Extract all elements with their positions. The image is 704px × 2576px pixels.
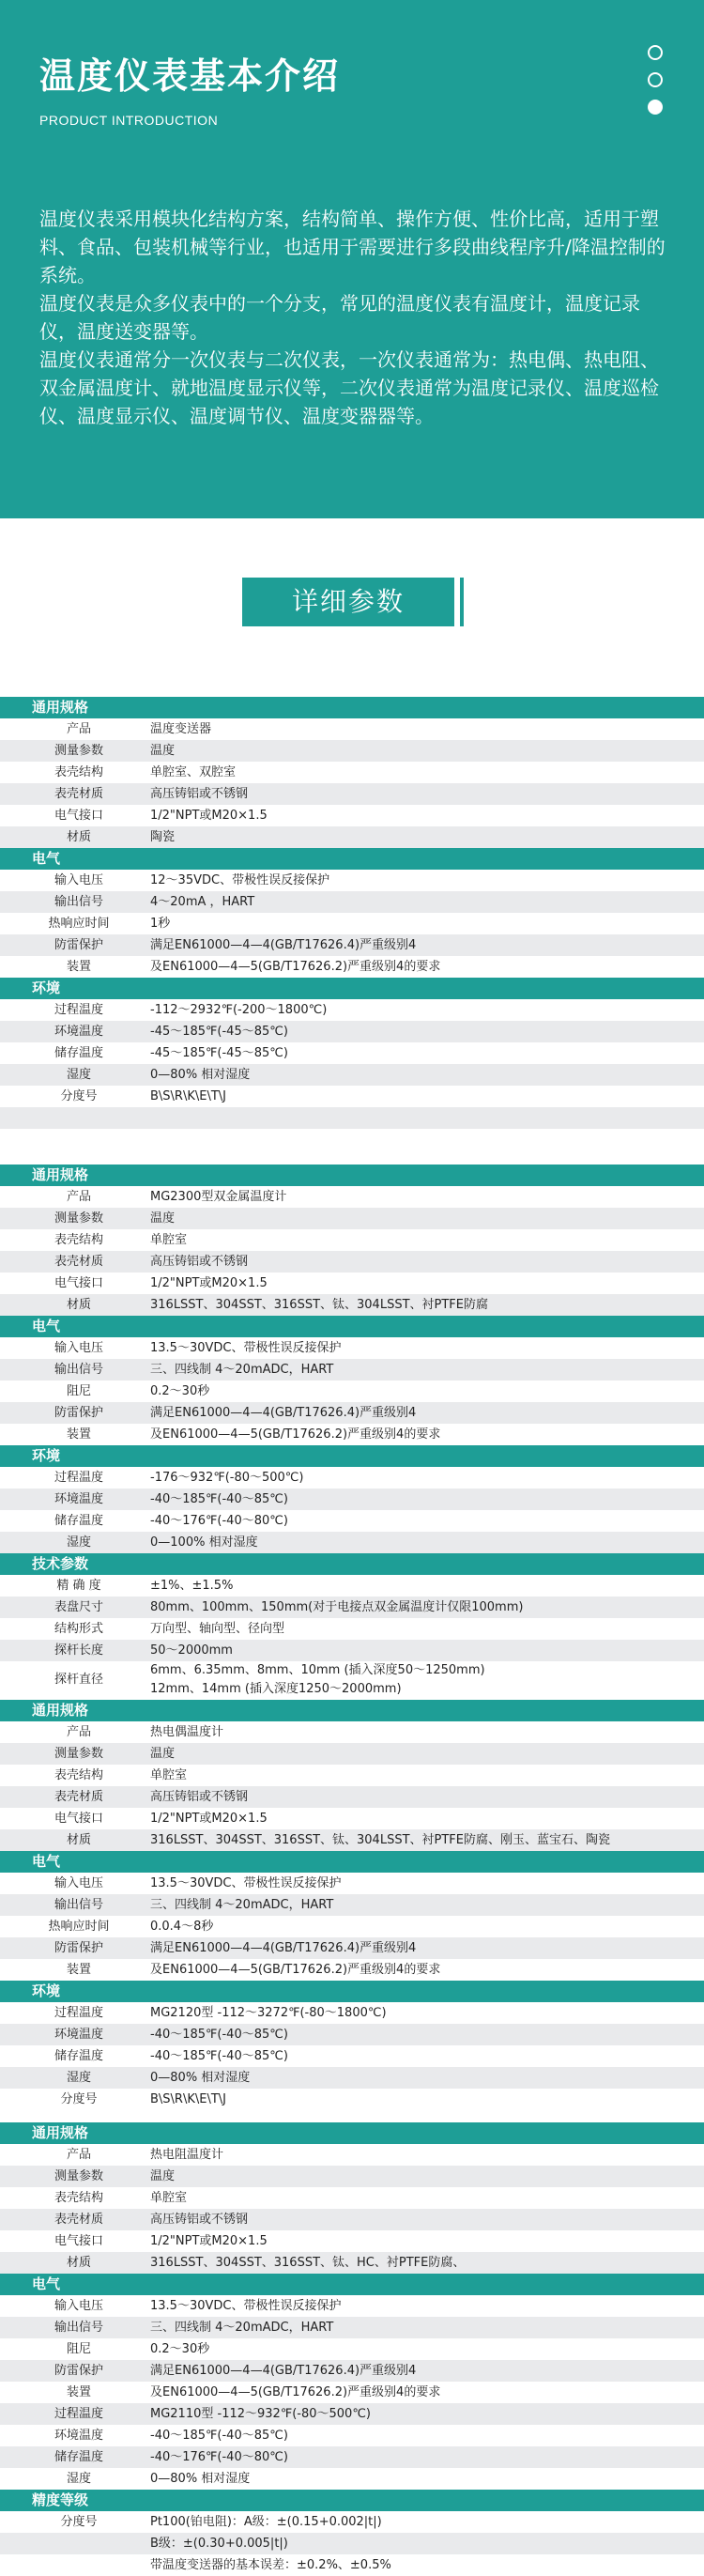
row-value: 1/2"NPT或M20×1.5 xyxy=(150,2234,268,2248)
table-row xyxy=(0,2252,704,2274)
table-row xyxy=(0,1618,704,1640)
row-value: 1秒 xyxy=(150,917,171,931)
row-label: 储存温度 xyxy=(54,1046,103,1060)
table-row xyxy=(0,913,704,934)
row-value: 4～20mA ，HART xyxy=(150,895,255,909)
section-title-text: 详细参数 xyxy=(291,586,405,617)
row-label: 装置 xyxy=(66,1427,91,1442)
section-header-label: 技术参数 xyxy=(32,1555,89,1572)
row-label: 表壳结构 xyxy=(54,1233,103,1247)
table-row xyxy=(0,805,704,826)
row-value: 陶瓷 xyxy=(150,830,176,844)
row-label: 电气接口 xyxy=(54,809,103,823)
table-row xyxy=(0,783,704,805)
spec-table-thermocouple xyxy=(0,1700,704,2110)
row-value: -45～185℉(-45～85℃) xyxy=(150,1046,288,1060)
table-row xyxy=(0,1786,704,1808)
row-label: 环境温度 xyxy=(54,2429,103,2443)
section-header-label: 电气 xyxy=(32,850,61,867)
row-label: 环境温度 xyxy=(54,1025,103,1039)
table-row xyxy=(0,1894,704,1916)
row-value: 80mm、100mm、150mm(对于电接点双金属温度计仅限100mm) xyxy=(150,1600,524,1614)
table-row xyxy=(0,1765,704,1786)
table-row xyxy=(0,2446,704,2468)
row-value: 1/2"NPT或M20×1.5 xyxy=(150,809,268,823)
table-row xyxy=(0,2166,704,2187)
row-value: 0—80% 相对湿度 xyxy=(150,1068,251,1082)
table-row xyxy=(0,1937,704,1959)
row-value: -40～185℉(-40～85℃) xyxy=(150,2028,288,2042)
section-header-label: 电气 xyxy=(32,1318,61,1334)
table-spacer xyxy=(0,1107,704,1129)
row-label: 表壳结构 xyxy=(54,1768,103,1782)
row-label: 防雷保护 xyxy=(54,1941,103,1955)
row-value: MG2120型 -112～3272℉(-80～1800℃) xyxy=(150,2006,387,2020)
row-value: 温度变送器 xyxy=(150,722,212,736)
row-value: 带温度变送器的基本误差：±0.2%、±0.5% xyxy=(150,2558,391,2572)
row-value: -40～185℉(-40～85℃) xyxy=(150,2429,288,2443)
table-section-header xyxy=(0,2122,704,2144)
row-value: B\S\R\K\E\T\J xyxy=(150,1089,226,1103)
row-label: 结构形式 xyxy=(54,1622,103,1636)
row-label: 输入电压 xyxy=(54,2299,103,2313)
row-label: 阻尼 xyxy=(66,2342,91,2356)
table-row xyxy=(0,1873,704,1894)
row-value: 满足EN61000—4—4(GB/T17626.4)严重级别4 xyxy=(150,1406,417,1420)
table-row xyxy=(0,1337,704,1359)
row-label: 储存温度 xyxy=(54,2450,103,2464)
dot-icon[interactable] xyxy=(648,72,663,87)
row-value: -40～185℉(-40～85℃) xyxy=(150,1492,288,1506)
page-subtitle: PRODUCT INTRODUCTION xyxy=(39,113,219,128)
table-row xyxy=(0,1402,704,1424)
row-value: 温度 xyxy=(150,1211,176,1226)
row-value: 及EN61000—4—5(GB/T17626.2)严重级别4的要求 xyxy=(150,1963,441,1977)
row-label: 阻尼 xyxy=(66,1384,91,1398)
row-value: 满足EN61000—4—4(GB/T17626.4)严重级别4 xyxy=(150,938,417,952)
table-section-header xyxy=(0,2490,704,2511)
table-row xyxy=(0,2425,704,2446)
row-label: 表壳材质 xyxy=(54,1255,103,1269)
row-value: 12～35VDC、带极性误反接保护 xyxy=(150,873,330,887)
row-label: 产品 xyxy=(66,722,91,736)
row-label: 测量参数 xyxy=(54,1747,103,1761)
table-row xyxy=(0,2511,704,2533)
table-row xyxy=(0,2002,704,2024)
row-value: -40～185℉(-40～85℃) xyxy=(150,2049,288,2063)
pagination-dots xyxy=(648,45,666,127)
section-header-label: 电气 xyxy=(32,2275,61,2292)
row-label: 湿度 xyxy=(66,2472,91,2486)
table-row xyxy=(0,1294,704,1316)
row-value: 13.5～30VDC、带极性误反接保护 xyxy=(150,1341,342,1355)
row-value-line: 12mm、14mm (插入深度1250～2000mm) xyxy=(150,1682,402,1696)
row-label: 输出信号 xyxy=(54,1898,103,1912)
row-value: 0.0.4～8秒 xyxy=(150,1920,214,1934)
table-section-header xyxy=(0,1553,704,1575)
row-label: 储存温度 xyxy=(54,2049,103,2063)
table-row xyxy=(0,1229,704,1251)
row-label: 电气接口 xyxy=(54,1276,103,1290)
row-label: 输出信号 xyxy=(54,895,103,909)
table-row xyxy=(0,1021,704,1042)
row-value: 0.2～30秒 xyxy=(150,2342,210,2356)
row-value: 温度 xyxy=(150,2169,176,2183)
table-row xyxy=(0,2295,704,2317)
table-row xyxy=(0,1489,704,1510)
page-title: 温度仪表基本介绍 xyxy=(39,55,341,97)
row-label: 装置 xyxy=(66,2385,91,2399)
table-section-header xyxy=(0,1165,704,1186)
row-label: 测量参数 xyxy=(54,1211,103,1226)
table-section-header xyxy=(0,1445,704,1467)
table-row xyxy=(0,2554,704,2576)
table-section-header xyxy=(0,848,704,870)
table-row xyxy=(0,1916,704,1937)
row-label: 材质 xyxy=(66,1833,91,1847)
row-label: 材质 xyxy=(66,830,91,844)
row-value: 单腔室 xyxy=(150,1233,188,1247)
row-value: 及EN61000—4—5(GB/T17626.2)严重级别4的要求 xyxy=(150,1427,441,1442)
row-label: 输入电压 xyxy=(54,873,103,887)
table-row xyxy=(0,1640,704,1661)
intro-banner xyxy=(0,0,704,518)
row-value xyxy=(150,1661,485,1699)
row-value: 0—80% 相对湿度 xyxy=(150,2071,251,2085)
section-header-label: 环境 xyxy=(32,979,61,996)
row-label: 输入电压 xyxy=(54,1876,103,1890)
intro-paragraph: 温度仪表采用模块化结构方案，结构简单、操作方便、性价比高，适用于塑料、食品、包装机械等行业，也适用于需要进行多段曲线程序升/降温控制的系统。 xyxy=(39,208,666,286)
row-label: 产品 xyxy=(66,2148,91,2162)
row-value: 0.2～30秒 xyxy=(150,1384,210,1398)
table-row xyxy=(0,740,704,762)
row-label: 装置 xyxy=(66,960,91,974)
row-value: 高压铸铝或不锈钢 xyxy=(150,1790,249,1804)
table-row xyxy=(0,2089,704,2110)
table-row xyxy=(0,1661,704,1699)
section-header-label: 通用规格 xyxy=(32,1166,89,1183)
row-value: 及EN61000—4—5(GB/T17626.2)严重级别4的要求 xyxy=(150,2385,441,2399)
row-label: 精 确 度 xyxy=(56,1579,101,1593)
section-title xyxy=(242,578,454,626)
intro-paragraph: 温度仪表通常分一次仪表与二次仪表，一次仪表通常为：热电偶、热电阻、双金属温度计、就地温度显示仪等，二次仪表通常为温度记录仪、温度巡检仪、温度显示仪、温度调节仪、温度变器器等。 xyxy=(39,348,659,427)
row-label: 测量参数 xyxy=(54,744,103,758)
row-label: 防雷保护 xyxy=(54,2364,103,2378)
section-header-label: 精度等级 xyxy=(32,2491,89,2508)
row-label: 表壳结构 xyxy=(54,2191,103,2205)
dot-icon[interactable] xyxy=(648,45,663,60)
dot-active-icon[interactable] xyxy=(648,100,663,115)
table-row xyxy=(0,1532,704,1553)
table-row xyxy=(0,2338,704,2360)
table-row xyxy=(0,1597,704,1618)
intro-paragraph: 温度仪表是众多仪表中的一个分支，常见的温度仪表有温度计，温度记录仪，温度送变器等。 xyxy=(39,292,640,343)
table-section-header xyxy=(0,697,704,718)
row-label: 热响应时间 xyxy=(48,1920,110,1934)
row-label: 输出信号 xyxy=(54,2321,103,2335)
table-row xyxy=(0,1208,704,1229)
row-value: 万向型、轴向型、径向型 xyxy=(150,1622,285,1636)
row-value: 0—80% 相对湿度 xyxy=(150,2472,251,2486)
row-label: 湿度 xyxy=(66,1535,91,1550)
row-value: ±1%、±1.5% xyxy=(150,1579,234,1593)
table-row xyxy=(0,2382,704,2403)
table-row xyxy=(0,870,704,891)
table-row xyxy=(0,1086,704,1107)
row-value: 温度 xyxy=(150,744,176,758)
row-label: 过程温度 xyxy=(54,2407,103,2421)
row-label: 热响应时间 xyxy=(48,917,110,931)
table-row xyxy=(0,1064,704,1086)
table-row xyxy=(0,2360,704,2382)
row-value: 1/2"NPT或M20×1.5 xyxy=(150,1276,268,1290)
row-label: 表壳结构 xyxy=(54,765,103,779)
row-label: 环境温度 xyxy=(54,1492,103,1506)
table-row xyxy=(0,2209,704,2230)
row-label: 材质 xyxy=(66,1298,91,1312)
row-label: 防雷保护 xyxy=(54,938,103,952)
row-value: 13.5～30VDC、带极性误反接保护 xyxy=(150,2299,342,2313)
row-label: 产品 xyxy=(66,1725,91,1739)
row-label: 储存温度 xyxy=(54,1514,103,1528)
table-row xyxy=(0,1808,704,1829)
row-label: 输入电压 xyxy=(54,1341,103,1355)
row-value: -40～176℉(-40～80℃) xyxy=(150,2450,288,2464)
row-label: 探杆长度 xyxy=(54,1643,103,1658)
table-row xyxy=(0,826,704,848)
row-label: 分度号 xyxy=(60,1089,98,1103)
row-value: MG2110型 -112～932℉(-80～500℃) xyxy=(150,2407,371,2421)
table-row xyxy=(0,2468,704,2490)
table-row xyxy=(0,1829,704,1851)
table-row xyxy=(0,1251,704,1273)
table-row xyxy=(0,1042,704,1064)
row-value: 316LSST、304SST、316SST、钛、304LSST、衬PTFE防腐、刚玉、蓝宝石、陶瓷 xyxy=(150,1833,610,1847)
row-value: 三、四线制 4～20mADC，HART xyxy=(150,1898,334,1912)
row-label: 过程温度 xyxy=(54,2006,103,2020)
row-value: 三、四线制 4～20mADC，HART xyxy=(150,2321,334,2335)
table-row xyxy=(0,1359,704,1381)
row-value: 13.5～30VDC、带极性误反接保护 xyxy=(150,1876,342,1890)
row-label: 分度号 xyxy=(60,2515,98,2529)
table-section-header xyxy=(0,978,704,999)
table-row xyxy=(0,2403,704,2425)
row-value: -176～932℉(-80～500℃) xyxy=(150,1471,304,1485)
row-label: 表壳材质 xyxy=(54,1790,103,1804)
row-label: 表壳材质 xyxy=(54,2213,103,2227)
row-label: 湿度 xyxy=(66,1068,91,1082)
table-row xyxy=(0,2045,704,2067)
row-label: 材质 xyxy=(66,2256,91,2270)
row-value: 1/2"NPT或M20×1.5 xyxy=(150,1812,268,1826)
table-section-header xyxy=(0,1851,704,1873)
row-label: 测量参数 xyxy=(54,2169,103,2183)
row-value: -45～185℉(-45～85℃) xyxy=(150,1025,288,1039)
intro-text xyxy=(39,205,670,430)
table-row xyxy=(0,1186,704,1208)
row-value: Pt100(铂电阻)：A级：±(0.15+0.002|t|) xyxy=(150,2515,382,2529)
row-label: 湿度 xyxy=(66,2071,91,2085)
row-value: 及EN61000—4—5(GB/T17626.2)严重级别4的要求 xyxy=(150,960,441,974)
table-row xyxy=(0,762,704,783)
row-value: B级：±(0.30+0.005|t|) xyxy=(150,2537,288,2551)
table-row xyxy=(0,2533,704,2554)
section-header-label: 通用规格 xyxy=(32,1702,89,1719)
table-row xyxy=(0,1273,704,1294)
row-value: 满足EN61000—4—4(GB/T17626.4)严重级别4 xyxy=(150,1941,417,1955)
row-label: 产品 xyxy=(66,1190,91,1204)
section-header-label: 电气 xyxy=(32,1853,61,1870)
table-row xyxy=(0,1959,704,1981)
row-value: 单腔室 xyxy=(150,1768,188,1782)
table-row xyxy=(0,2067,704,2089)
table-row xyxy=(0,891,704,913)
row-value: -40～176℉(-40～80℃) xyxy=(150,1514,288,1528)
row-value: 高压铸铝或不锈钢 xyxy=(150,2213,249,2227)
row-label: 电气接口 xyxy=(54,1812,103,1826)
section-header-label: 环境 xyxy=(32,1447,61,1464)
row-value: 高压铸铝或不锈钢 xyxy=(150,1255,249,1269)
row-label: 输出信号 xyxy=(54,1363,103,1377)
row-value: 316LSST、304SST、316SST、钛、304LSST、衬PTFE防腐 xyxy=(150,1298,488,1312)
row-value: 50～2000mm xyxy=(150,1643,233,1658)
section-header-label: 通用规格 xyxy=(32,2124,89,2141)
table-section-header xyxy=(0,1700,704,1721)
row-label: 电气接口 xyxy=(54,2234,103,2248)
table-row xyxy=(0,2187,704,2209)
row-value-line: 6mm、6.35mm、8mm、10mm (插入深度50～1250mm) xyxy=(150,1663,485,1677)
row-label: 表壳材质 xyxy=(54,787,103,801)
accent-bar xyxy=(460,578,464,626)
table-row xyxy=(0,1424,704,1445)
table-row xyxy=(0,2317,704,2338)
row-label: 表盘尺寸 xyxy=(54,1600,103,1614)
table-row xyxy=(0,1381,704,1402)
row-value: 单腔室 xyxy=(150,2191,188,2205)
row-label: 环境温度 xyxy=(54,2028,103,2042)
section-header-label: 通用规格 xyxy=(32,699,89,716)
table-row xyxy=(0,2024,704,2045)
table-row xyxy=(0,956,704,978)
row-value: B\S\R\K\E\T\J xyxy=(150,2092,226,2106)
row-value: -112～2932℉(-200～1800℃) xyxy=(150,1003,328,1017)
section-header-label: 环境 xyxy=(32,1982,61,1999)
table-row xyxy=(0,934,704,956)
row-label: 分度号 xyxy=(60,2092,98,2106)
table-row xyxy=(0,1467,704,1489)
row-label: 探杆直径 xyxy=(54,1673,103,1687)
spec-table-transmitter xyxy=(0,697,704,1129)
table-section-header xyxy=(0,1981,704,2002)
row-label: 过程温度 xyxy=(54,1003,103,1017)
table-section-header xyxy=(0,1316,704,1337)
row-value: 高压铸铝或不锈钢 xyxy=(150,787,249,801)
row-value: 满足EN61000—4—4(GB/T17626.4)严重级别4 xyxy=(150,2364,417,2378)
spec-table-bimetal xyxy=(0,1165,704,1699)
row-value: 热电偶温度计 xyxy=(150,1725,224,1739)
table-row xyxy=(0,2144,704,2166)
row-value: 0—100% 相对湿度 xyxy=(150,1535,258,1550)
row-value: 三、四线制 4～20mADC，HART xyxy=(150,1363,334,1377)
table-section-header xyxy=(0,2274,704,2295)
table-row xyxy=(0,718,704,740)
table-row xyxy=(0,1575,704,1597)
row-label: 防雷保护 xyxy=(54,1406,103,1420)
table-row xyxy=(0,1721,704,1743)
row-value: 热电阻温度计 xyxy=(150,2148,224,2162)
row-value: MG2300型双金属温度计 xyxy=(150,1190,287,1204)
row-label: 过程温度 xyxy=(54,1471,103,1485)
row-label: 装置 xyxy=(66,1963,91,1977)
row-value: 单腔室、双腔室 xyxy=(150,765,237,779)
spec-table-rtd xyxy=(0,2122,704,2576)
row-value: 温度 xyxy=(150,1747,176,1761)
row-value: 316LSST、304SST、316SST、钛、HC、衬PTFE防腐、 xyxy=(150,2256,466,2270)
table-row xyxy=(0,999,704,1021)
table-row xyxy=(0,2230,704,2252)
table-row xyxy=(0,1743,704,1765)
table-row xyxy=(0,1510,704,1532)
